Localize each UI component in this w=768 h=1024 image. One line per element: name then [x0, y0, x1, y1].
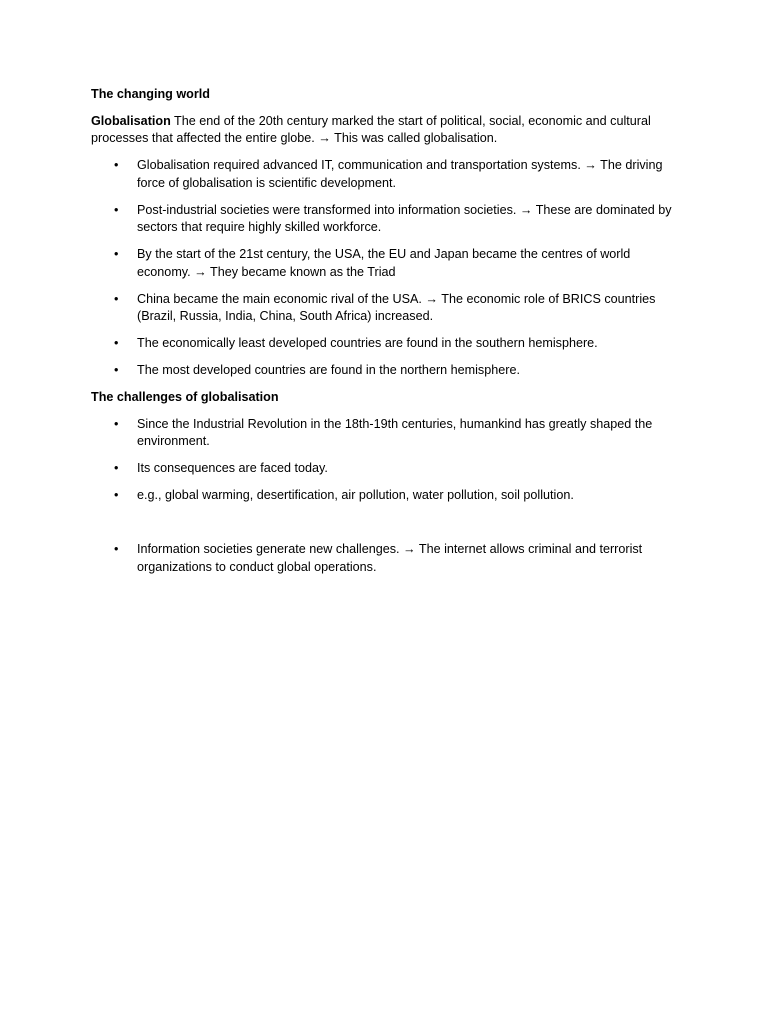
list-item: [91, 335, 681, 353]
empty-line: [91, 514, 681, 541]
list-item-text: Information societies generate new challenges. → The internet allows criminal and terrorist organizations to conduct global operations.: [137, 542, 643, 574]
changing-world-list: [91, 157, 681, 380]
list-item-text: The economically least developed countries are found in the southern hemisphere.: [137, 336, 598, 350]
list-item: [91, 246, 681, 281]
challenges-list-continued: [91, 541, 681, 576]
bullet-icon: •: [114, 461, 119, 475]
list-item-text: China became the main economic rival of the USA. → The economic role of BRICS countries (Brazil, Russia, India, China, South Africa) increased.: [137, 291, 656, 323]
list-item-text: e.g., global warming, desertification, air pollution, water pollution, soil pollution.: [137, 488, 574, 502]
document-body: [91, 86, 681, 586]
list-item: [91, 157, 681, 192]
bullet-icon: •: [114, 202, 119, 217]
list-item: [91, 416, 681, 451]
bullet-icon: •: [114, 247, 119, 261]
list-item-text: Post-industrial societies were transformed into information societies. → These are dominated by sectors that require highly skilled workforce.: [137, 202, 672, 234]
bullet-icon: •: [114, 158, 119, 172]
intro-text: The end of the 20th century marked the start of political, social, economic and cultural processes that affected the entire globe. → This was called globalisation.: [91, 113, 651, 145]
list-item: [91, 460, 681, 478]
bullet-icon: •: [114, 542, 119, 556]
list-item-text: The most developed countries are found in the northern hemisphere.: [137, 363, 520, 377]
list-item-text: Since the Industrial Revolution in the 18th-19th centuries, humankind has greatly shaped the environment.: [137, 416, 653, 448]
bullet-icon: •: [114, 363, 119, 377]
list-item: [91, 541, 681, 576]
list-item: [91, 487, 681, 505]
list-item: [91, 202, 681, 237]
bullet-icon: •: [114, 336, 119, 350]
challenges-list: [91, 416, 681, 505]
intro-lead-term: Globalisation: [91, 113, 171, 128]
section-heading-challenges: The challenges of globalisation: [91, 390, 279, 404]
list-item: [91, 291, 681, 326]
section-heading-changing-world: The changing world: [91, 87, 210, 101]
intro-paragraph: [91, 113, 681, 148]
list-item: [91, 362, 681, 380]
list-item-text: Globalisation required advanced IT, communication and transportation systems. → The driving force of globalisation is scientific development.: [137, 158, 663, 190]
bullet-icon: •: [114, 291, 119, 306]
bullet-icon: •: [114, 488, 119, 502]
list-item-text: Its consequences are faced today.: [137, 461, 328, 475]
bullet-icon: •: [114, 416, 119, 431]
list-item-text: By the start of the 21st century, the USA, the EU and Japan became the centres of world economy. → They became known as the Triad: [137, 247, 631, 279]
